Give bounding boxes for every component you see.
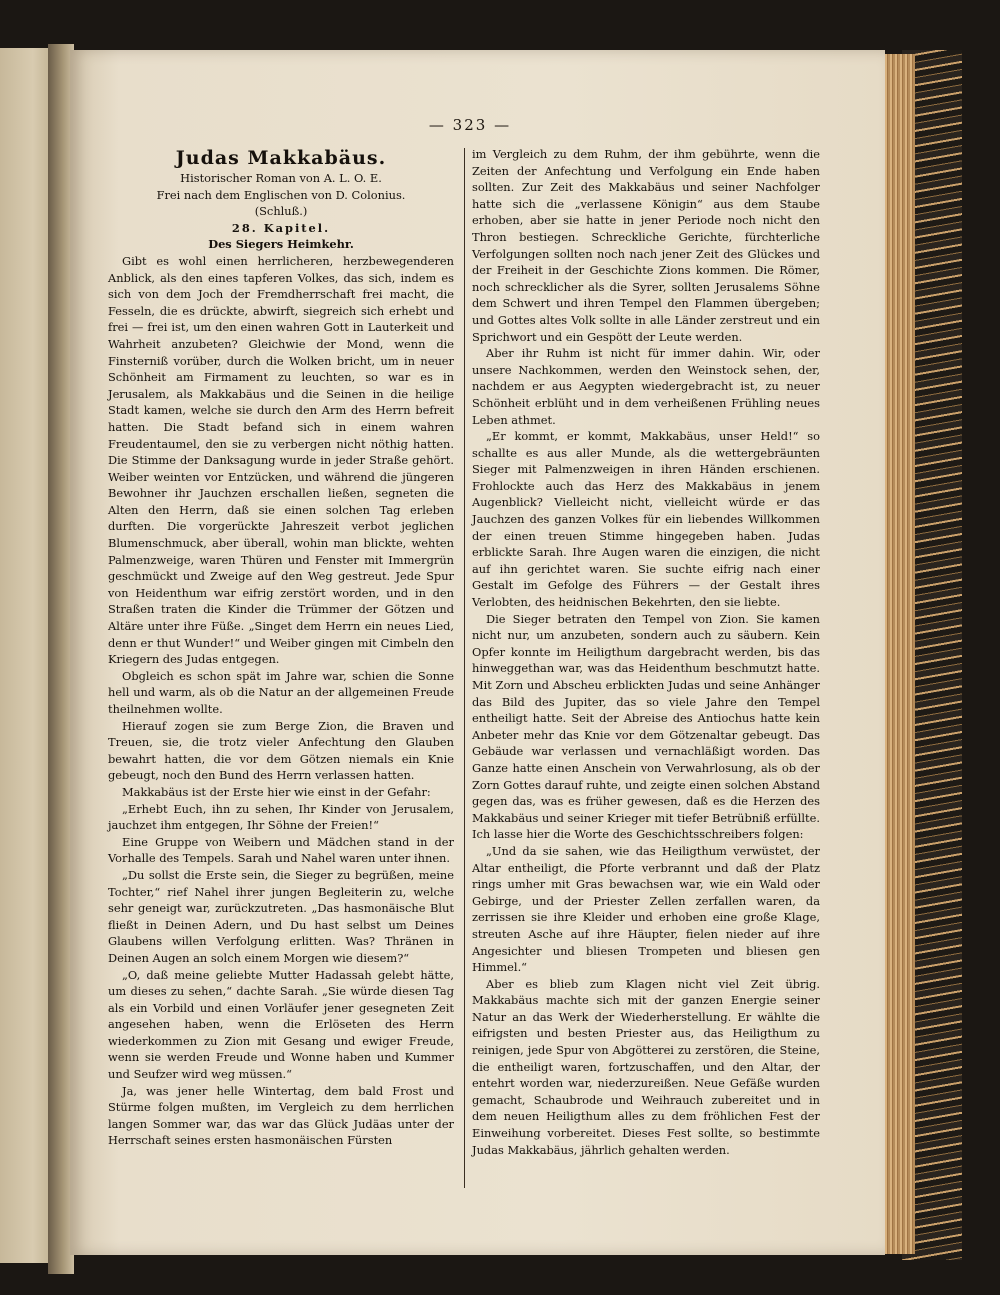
paragraph: „Du sollst die Erste sein, die Sieger zu begrüßen, meine Tochter,“ rief Nahel ihrer jungen Begleiterin zu, welche sehr geneigt war, zurückzutreten. „Das hasmonäische Blut fließt in Deinen Adern, und Du hast selbst um Deines Glaubens willen Verfolgung erlitten. Was? Thränen in Deinen Augen an solch einem Morgen wie diesem?“ — [108, 867, 454, 965]
paragraph: Aber ihr Ruhm ist nicht für immer dahin. Wir, oder unsere Nachkommen, werden den Weinstock sehen, der, nachdem er aus Aegypten wiedergebracht ist, zu neuer Schönheit erblüht und in dem verheißenen Frühling neues Leben athmet. — [472, 346, 820, 427]
article-translator: Frei nach dem Englischen von D. Colonius. — [156, 187, 406, 202]
right-column — [472, 146, 820, 1158]
paragraph: Makkabäus ist der Erste hier wie einst in der Gefahr: — [122, 784, 431, 799]
paragraph: „Erhebt Euch, ihn zu sehen, Ihr Kinder von Jerusalem, jauchzet ihm entgegen, Ihr Söhne der Freien!“ — [108, 801, 454, 833]
paragraph: „Und da sie sahen, wie das Heiligthum verwüstet, der Altar entheiligt, die Pforte verbrannt und daß der Platz rings umher mit Gras bewachsen war, wie ein Wald oder Gebirge, und der Priester Zellen zerfallen waren, da zerrissen sie ihre Kleider und erhoben eine große Klage, streuten Asche auf ihre Häupter, fielen nieder auf ihre Angesichter und bliesen Trompeten und bliesen gen Himmel.“ — [472, 843, 820, 975]
page-stack-edges — [882, 54, 915, 1254]
paragraph: im Vergleich zu dem Ruhm, der ihm gebührte, wenn die Zeiten der Anfechtung und Verfolgung ein Ende haben sollten. Zur Zeit des Makkabäus und seiner Nachfolger hatte sich die „verlassene Königin“ aus dem Staube erhoben, aber sie hatte in jener Periode noch nicht den Thron bestiegen. Schreckliche Gerichte, fürchterliche Verfolgungen sollten noch nach jener Zeit des Glückes und der Freiheit in der Geschichte Zions kommen. Die Römer, noch schrecklicher als die Syrer, sollten Jerusalems Söhne dem Schwert und ihren Tempel den Flammen übergeben; und Gottes altes Volk sollte in alle Länder zerstreut und ein Sprichwort und ein Gespött der Leute werden. — [472, 147, 820, 344]
paragraph: Eine Gruppe von Weibern und Mädchen stand in der Vorhalle des Tempels. Sarah und Nahel waren unter ihnen. — [108, 834, 454, 866]
paragraph: Obgleich es schon spät im Jahre war, schien die Sonne hell und warm, als ob die Natur an der allgemeinen Freude theilnehmen wollte. — [108, 668, 454, 716]
paragraph: Ja, was jener helle Wintertag, dem bald Frost und Stürme folgen mußten, im Vergleich zu dem herrlichen langen Sommer war, das war das Glück Judäas unter der Herrschaft seines ersten hasmonäischen Fürsten — [108, 1083, 454, 1148]
paragraph: „Er kommt, er kommt, Makkabäus, unser Held!“ so schallte es aus aller Munde, als die wettergebräunten Sieger mit Palmenzweigen in ihren Händen erschienen. Frohlockte auch das Herz des Makkabäus in jenem Augenblick? Vielleicht nicht, vielleicht würde er das Jauchzen des ganzen Volkes für ein liebendes Willkommen der einen treuen Stimme hingegeben haben. Judas erblickte Sarah. Ihre Augen waren die einzigen, die nicht auf ihn gerichtet waren. Sie suchte eifrig nach einer Gestalt im Gefolge des Führers — der Gestalt ihres Verlobten, des heidnischen Bekehrten, den sie liebte. — [472, 429, 820, 610]
article-subtitle: Historischer Roman von A. L. O. E. — [180, 171, 382, 185]
paragraph: Aber es blieb zum Klagen nicht viel Zeit übrig. Makkabäus machte sich mit der ganzen Energie seiner Natur an das Werk der Wiederherstellung. Er wählte die eifrigsten und besten Priester aus, das Heiligthum zu reinigen, jede Spur von Abgötterei zu zerstören, die Steine, die entheiligt waren, fortzuschaffen, und den Altar, der entehrt worden war, niederzureißen. Neue Gefäße wurden gemacht, Schaubrode und Weihrauch zubereitet und in dem neuen Heiligthum alles zu dem fröhlichen Fest der Einweihung vorbereitet. Dieses Fest sollte, so bestimmte Judas Makkabäus, jährlich gehalten werden. — [472, 976, 820, 1157]
paragraph: Hierauf zogen sie zum Berge Zion, die Braven und Treuen, sie, die trotz vieler Anfechtung den Glauben bewahrt hatten, die vor dem Götzen niemals ein Knie gebeugt, noch den Bund des Herrn verlassen hatten. — [108, 718, 454, 783]
paragraph: „O, daß meine geliebte Mutter Hadassah gelebt hätte, um dieses zu sehen,“ dachte Sarah. „Sie würde diesen Tag als ein Vorbild und einen Vorläufer jener gesegneten Zeit angesehen haben, wenn die Erlöseten des Herrn wiederkommen zu Zion mit Gesang und ewiger Freude, wenn sie werden Freude und Wonne haben und Kummer und Seufzer wird weg müssen.“ — [108, 967, 454, 1082]
left-column — [108, 146, 454, 1149]
chapter-number: 28. Kapitel. — [231, 220, 331, 235]
paragraph: Gibt es wohl einen herrlicheren, herzbewegenderen Anblick, als den eines tapferen Volkes, das sich, indem es sich von dem Joch der Fremdherrschaft frei macht, die Fesseln, die es drückte, abwirft, siegreich sich erhebt und frei — frei ist, um den einen wahren Gott in Lauterkeit und Wahrheit anzubeten? Gleichwie der Mond, wenn die Finsterniß vorüber, durch die Wolken bricht, um in neuer Schönheit am Firmament zu leuchten, so war es in Jerusalem, als Makkabäus und die Seinen in die heilige Stadt kamen, welche sie durch den Arm des Herrn befreit hatten. Die Stadt befand sich in einem wahren Freudentaumel, den sie zu verbergen nicht nöthig hatten. Die Stimme der Danksagung wurde in jeder Straße gehört. Weiber weinten vor Entzücken, und während die jüngeren Bewohner ihr Jauchzen erschallen ließen, segneten die Alten den Herrn, daß sie einen solchen Tag erleben durften. Die vorgerückte Jahreszeit verbot jeglichen Blumenschmuck, aber überall, wohin man blickte, wehten Palmenzweige, waren Thüren und Fenster mit Immergrün geschmückt und Zweige auf den Weg gestreut. Jede Spur von Heidenthum war eifrig zerstört worden, und in den Straßen traten die Kinder die Trümmer der Götzen und Altäre unter ihre Füße. „Singet dem Herrn ein neues Lied, denn er thut Wunder!“ und Weiber gingen mit Cimbeln den Kriegern des Judas entgegen. — [108, 253, 454, 667]
paragraph: Die Sieger betraten den Tempel von Zion. Sie kamen nicht nur, um anzubeten, sondern auch zu säubern. Kein Opfer konnte im Heiligthum dargebracht werden, bis das hinweggethan war, was das Heidenthum beschmutzt hatte. Mit Zorn und Abscheu erblickten Judas und seine Anhänger das Bild des Jupiter, das so viele Jahre den Tempel entheiligt hatte. Seit der Abreise des Antiochus hatte kein Anbeter mehr das Knie vor dem Götzenaltar gebeugt. Das Gebäude war verlassen und vernachläßigt worden. Das Ganze hatte einen Anschein von Verwahrlosung, als ob der Zorn Gottes darauf ruhte, und zeigte einen solchen Abstand gegen das, was es früher gewesen, daß es die Herzen des Makkabäus und seiner Krieger mit tiefer Betrübniß erfüllte. Ich lasse hier die Worte des Geschichtsschreibers folgen: — [472, 611, 820, 842]
page-number: — 323 — — [428, 116, 512, 134]
column-divider — [464, 148, 465, 1188]
chapter-title: Des Siegers Heimkehr. — [208, 237, 354, 252]
article-title: Judas Makkabäus. — [175, 147, 387, 169]
article-part-note: (Schluß.) — [254, 204, 308, 219]
